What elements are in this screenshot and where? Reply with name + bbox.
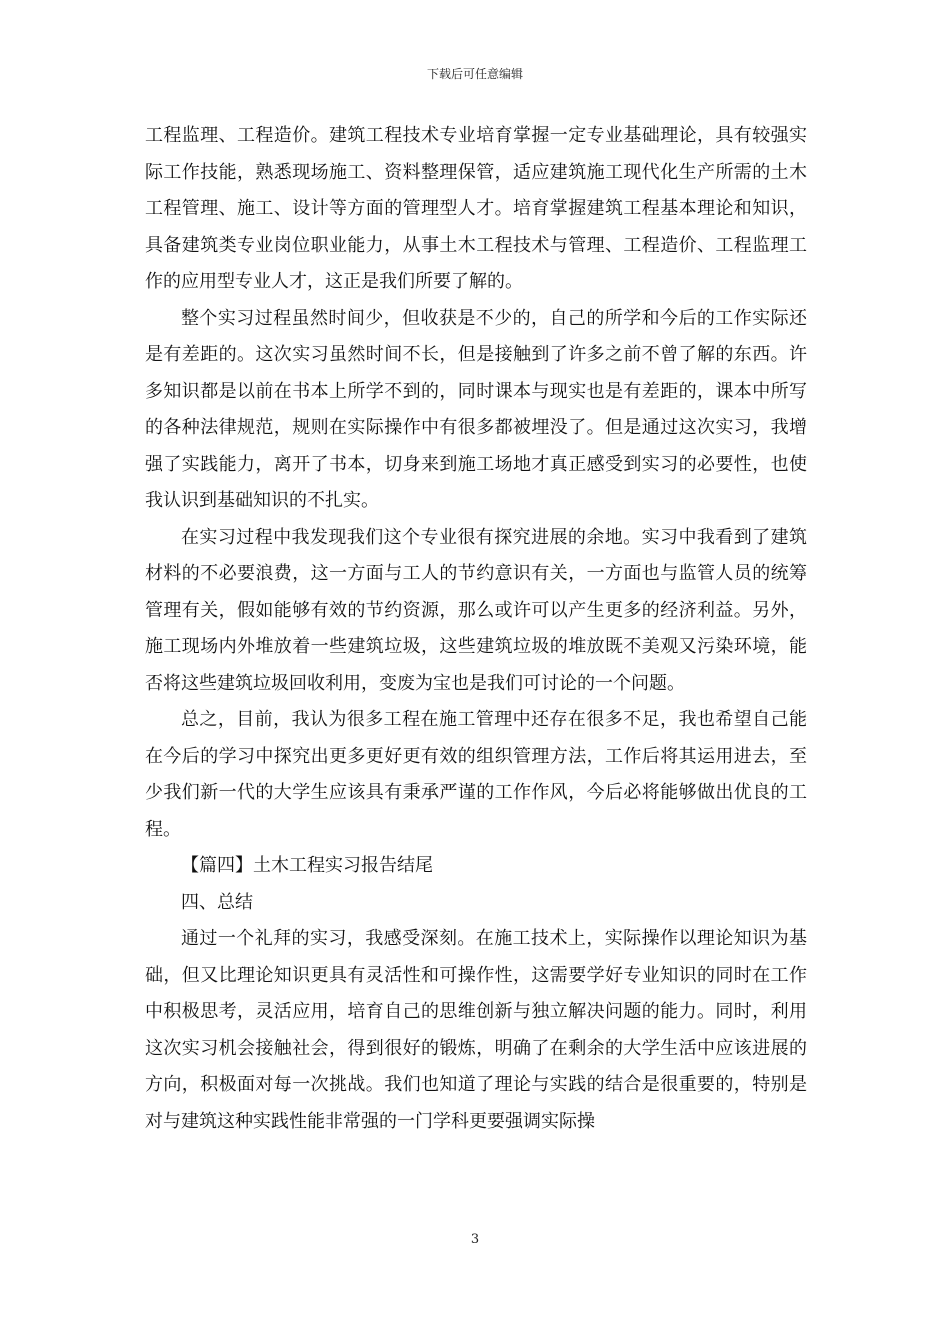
page-header: 下载后可任意编辑 bbox=[426, 67, 523, 81]
document-body bbox=[145, 118, 807, 1140]
page-number: 3 bbox=[470, 1232, 480, 1247]
paragraph-summary: 通过一个礼拜的实习，我感受深刻。在施工技术上，实际操作以理论知识为基础，但又比理论知识更具有灵活性和可操作性，这需要学好专业知识的同时在工作中积极思考，灵活应用，培育自己的思维创新与独立解决问题的能力。同时，利用这次实习机会接触社会，得到很好的锻炼，明确了在剩余的大学生活中应该进展的方向，积极面对每一次挑战。我们也知道了理论与实践的结合是很重要的，特别是对与建筑这种实践性能非常强的一门学科更要强调实际操 bbox=[145, 928, 807, 1132]
paragraph-site-observations: 在实习过程中我发现我们这个专业很有探究进展的余地。实习中我看到了建筑材料的不必要浪费，这一方面与工人的节约意识有关，一方面也与监管人员的统筹管理有关，假如能够有效的节约资源，那么或许可以产生更多的经济利益。另外，施工现场内外堆放着一些建筑垃圾，这些建筑垃圾的堆放既不美观又污染环境，能否将这些建筑垃圾回收利用，变废为宝也是我们可讨论的一个问题。 bbox=[145, 526, 807, 694]
subheading-summary: 四、总结 bbox=[181, 891, 253, 913]
paragraph-internship-reflection: 整个实习过程虽然时间少，但收获是不少的，自己的所学和今后的工作实际还是有差距的。这次实习虽然时间不长，但是接触到了许多之前不曾了解的东西。许多知识都是以前在书本上所学不到的，同时课本与现实也是有差距的，课本中所写的各种法律规范，规则在实际操作中有很多都被埋没了。但是通过这次实习，我增强了实践能力，离开了书本，切身来到施工场地才真正感受到实习的必要性，也使我认识到基础知识的不扎实。 bbox=[145, 307, 807, 511]
paragraph-management-summary: 总之，目前，我认为很多工程在施工管理中还存在很多不足，我也希望自己能在今后的学习中探究出更多更好更有效的组织管理方法，工作后将其运用进去，至少我们新一代的大学生应该具有秉承严谨的工作作风，今后必将能够做出优良的工程。 bbox=[145, 709, 807, 840]
section-heading-part-four: 【篇四】土木工程实习报告结尾 bbox=[181, 855, 433, 876]
paragraph-continuation: 工程监理、工程造价。建筑工程技术专业培育掌握一定专业基础理论，具有较强实际工作技能，熟悉现场施工、资料整理保管，适应建筑施工现代化生产所需的土木工程管理、施工、设计等方面的管理型人才。培育掌握建筑工程基本理论和知识，具备建筑类专业岗位职业能力，从事土木工程技术与管理、工程造价、工程监理工作的应用型专业人才，这正是我们所要了解的。 bbox=[145, 125, 807, 292]
